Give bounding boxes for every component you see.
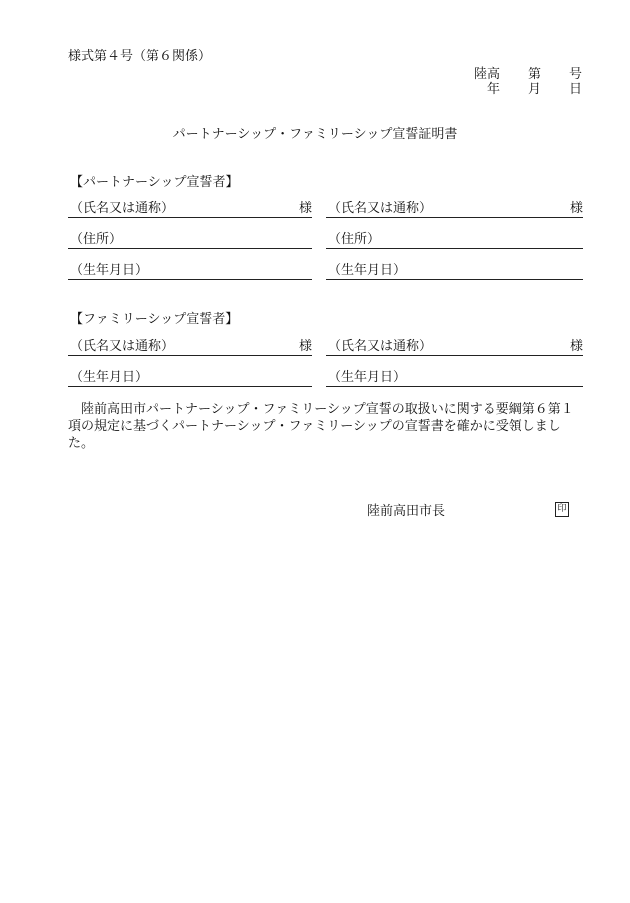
form-number: 様式第４号（第６関係） [68,49,212,64]
date-day: 日 [568,82,582,97]
honorific: 様 [569,339,583,354]
issue-date [487,78,582,97]
ref-dai: 第 [527,67,541,82]
name-label: （氏名又は通称） [70,339,175,354]
name-label: （氏名又は通称） [328,201,433,216]
familyship-name-field-1[interactable] [68,339,312,356]
name-label: （氏名又は通称） [328,339,433,354]
ref-prefix: 陸高 [473,67,500,82]
mayor-title: 陸前高田市長 [367,504,446,519]
familyship-birthdate-field-1[interactable] [68,370,312,387]
partnership-heading: 【パートナーシップ宣誓者】 [70,175,239,190]
certification-text: 陸前高田市パートナーシップ・ファミリーシップ宣誓の取扱いに関する要綱第６第１項の規定に基づくパートナーシップ・ファミリーシップの宣誓書を確かに受領しました。 [68,402,574,451]
date-year: 年 [486,82,500,97]
birthdate-label: （生年月日） [70,263,149,278]
familyship-birthdate-field-2[interactable] [326,370,583,387]
name-label: （氏名又は通称） [70,201,175,216]
address-label: （住所） [328,232,381,247]
partnership-name-field-1[interactable] [68,201,312,218]
ref-go: 号 [568,67,582,82]
honorific: 様 [569,201,583,216]
familyship-heading: 【ファミリーシップ宣誓者】 [70,312,239,327]
date-month: 月 [527,82,541,97]
honorific: 様 [298,339,312,354]
honorific: 様 [298,201,312,216]
familyship-name-field-2[interactable] [326,339,583,356]
partnership-address-field-2[interactable] [326,232,583,249]
document-title: パートナーシップ・ファミリーシップ宣誓証明書 [172,127,458,142]
seal-stamp: 印 [555,502,569,517]
partnership-birthdate-field-2[interactable] [326,263,583,280]
address-label: （住所） [70,232,123,247]
partnership-birthdate-field-1[interactable] [68,263,312,280]
birthdate-label: （生年月日） [328,370,407,385]
birthdate-label: （生年月日） [70,370,149,385]
partnership-address-field-1[interactable] [68,232,312,249]
partnership-name-field-2[interactable] [326,201,583,218]
birthdate-label: （生年月日） [328,263,407,278]
